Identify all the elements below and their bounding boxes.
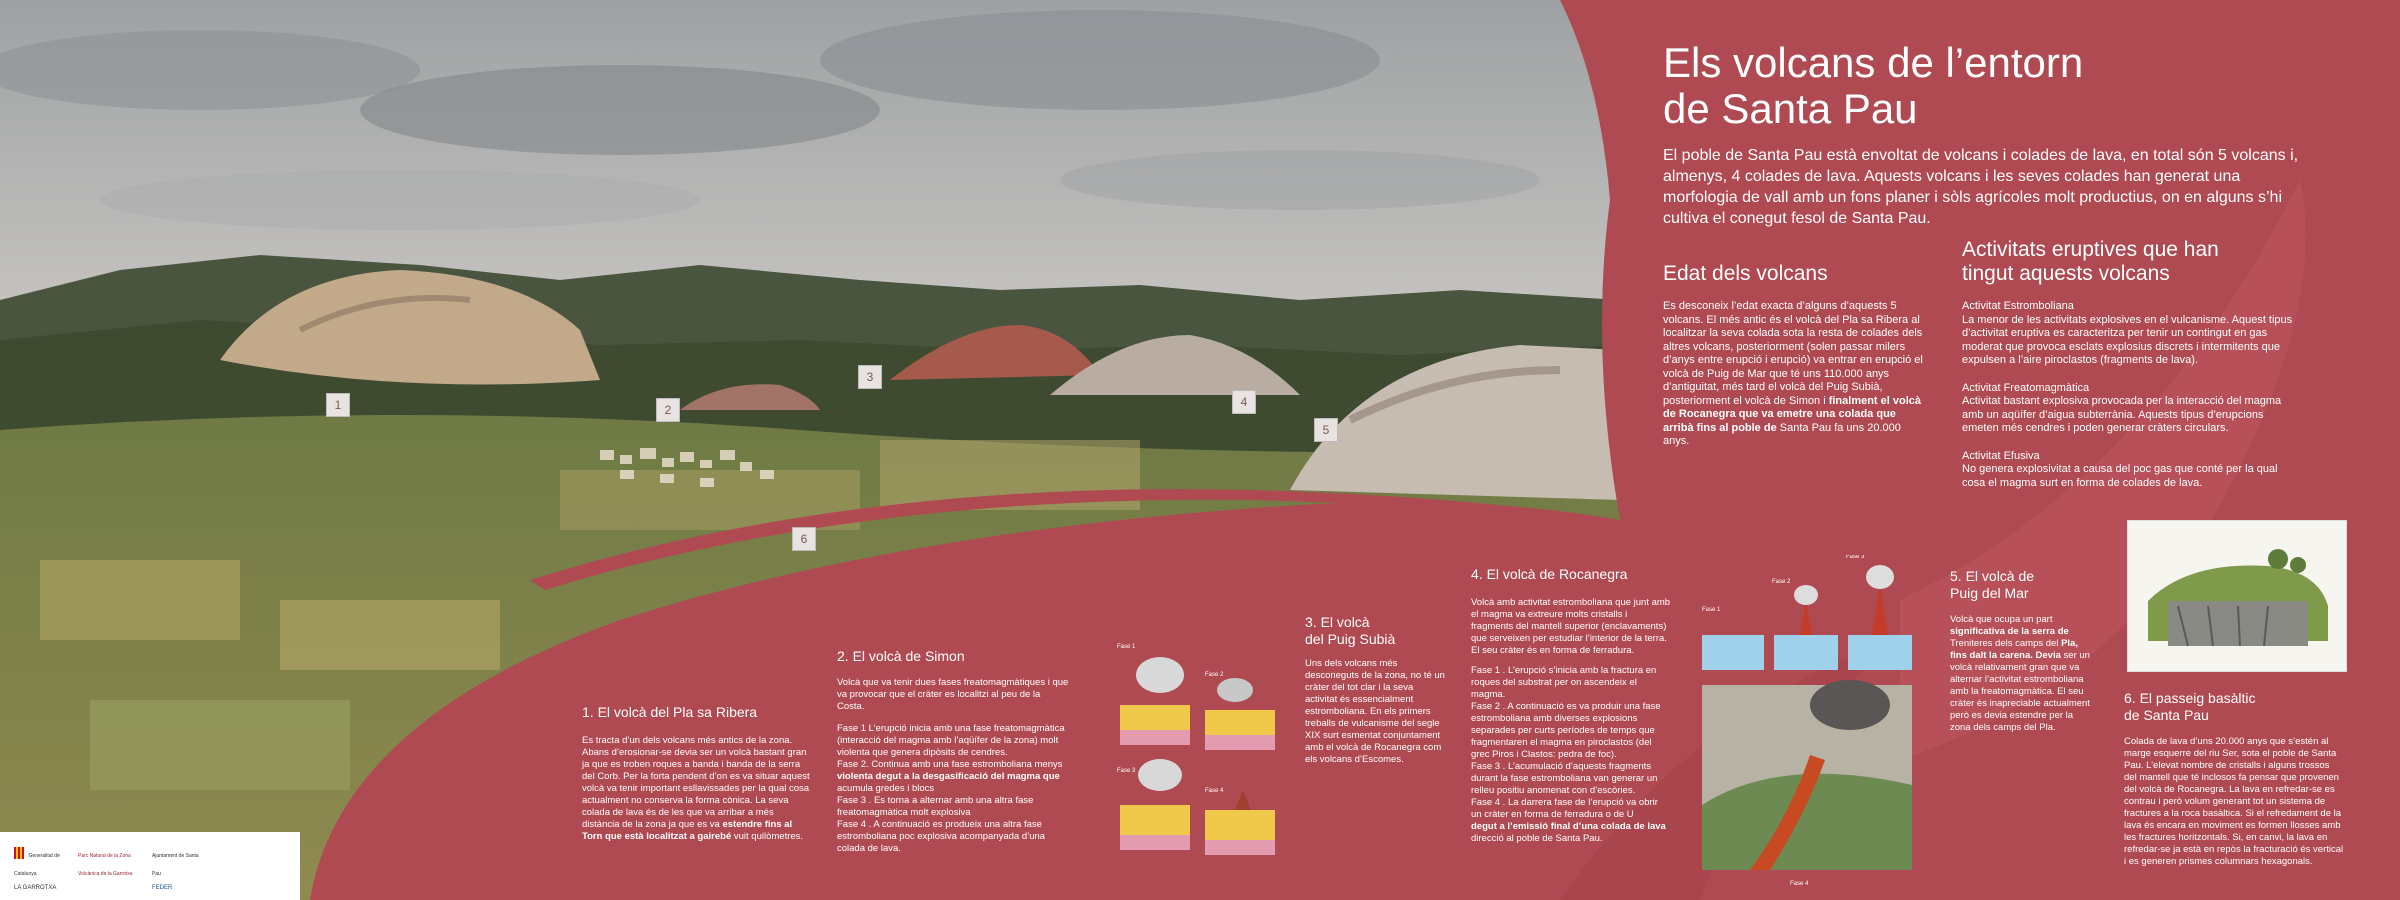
phase-text: Fase 2. Continua amb una fase estromboliana menys [837, 759, 1063, 770]
logo-parc-natural [78, 844, 148, 877]
section-4-phases [1471, 665, 1671, 845]
fig-label: Fase 2 [1205, 672, 1224, 678]
simon-phase-diagrams [1115, 640, 1285, 870]
phase-text: acumula gredes i blocs [837, 783, 935, 794]
fig-label: Fase 3 [1846, 555, 1865, 560]
rocanegra-phase-blocks [1702, 565, 1912, 670]
section-5-main: ser un volcà relativament gran que va alternar l’activitat estromboliana amb la freatomagmàtica. El seu cràter és inapreciable actualment però es devia estendre per la zona dels camps del Pla. [1950, 650, 2090, 733]
section-5-title-line-1: 5. El volcà de [1950, 568, 2035, 584]
edat-text-bold: finalment el volcà de Rocanegra que va emetre una colada que arribà fins al poble de [1663, 394, 1922, 434]
activitat-item [1962, 450, 2302, 491]
section-3-title-line-2: del Puig Subià [1305, 631, 1396, 647]
section-4-bold: degut a l’emissió final d’una colada de lava [1471, 821, 1666, 832]
activitat-text: La menor de les activitats explosives en el vulcanisme. Aquest tipus d’activitat eruptiva es caracteritza per tenir un contingut en gas moderat que provoca esclats explosius discrets i intermitents que expulsen a l’aire piroclastos (fragments de lava). [1962, 313, 2293, 366]
section-4 [1471, 566, 1671, 845]
section-4-text: Volcà amb activitat estromboliana que junt amb el magma va extreure molts cristalls i fragments del mantell superior (enclavaments) que serveixen per estudiar l’interior de la terra. El seu cràter és en forma de ferradura. [1471, 597, 1671, 656]
activitat-item [1962, 382, 2302, 436]
section-6-title-line-2: de Santa Pau [2124, 707, 2209, 723]
logo-text: FEDER [152, 885, 173, 891]
fig-label: Fase 1 [1117, 644, 1136, 650]
section-3 [1305, 614, 1445, 766]
section-5-title-line-2: Puig del Mar [1950, 585, 2029, 601]
marker-6: 6 [792, 527, 816, 551]
section-6 [2124, 690, 2344, 868]
section-5-mid: Treniteres dels camps del [1950, 638, 2059, 649]
marker-2: 2 [656, 398, 680, 422]
logo-text: Parc Natural de la Zona Volcànica de la Garrotxa [78, 853, 133, 877]
intro-text: El poble de Santa Pau està envoltat de volcans i colades de lava, en total són 5 volcans i, almenys, 4 colades de lava. Aquests volcans i les seves colades han generat una morfologia de vall amb un fons planer i sòls agrícoles molt productius, on en alguns s’hi cultiva el conegut fesol de Santa Pau. [1663, 147, 2299, 227]
marker-3: 3 [858, 365, 882, 389]
activitat-text: Activitat bastant explosiva provocada per la interacció del magma amb un aqüífer d’aigua subterrània. Aquests tipus d’erupcions emeten més cendres i poden generar cràters circulars. [1962, 395, 2282, 434]
phase-text: Fase 2 . A continuació es va produir una fase estromboliana amb diverses explosions separades per curts períodes de temps que fragmentaren el magma en piroclastos (del grec Piros i Clastos: pedra de foc). [1471, 701, 1661, 760]
marker-1: 1 [326, 393, 350, 417]
section-1-main: Es tracta d’un dels volcans més antics de la zona. Abans d’erosionar-se devia ser un volcà bastant gran ja que es troben roques a banda i banda de la serra del Corb. Per la forta pendent d’on es va situar aquest volcà va tenir important esllavissades per la qual cosa actualment no conserva la forma cònica. La seva colada de lava és de les que va arribar a més distància de la zona ja que es va [582, 735, 810, 830]
section-5-bold-1: significativa de la serra de [1950, 626, 2069, 637]
phase-text: Fase 3 . L’acumulació d’aquests fragments durant la fase estromboliana van generar un relleu positiu anomenat con d’escòries. [1471, 761, 1658, 796]
phase-text-bold: violenta degut a la desgasificació del magma que [837, 771, 1060, 782]
activitat-item [1962, 300, 2302, 368]
logo-text: Generalitat de Catalunya [14, 853, 60, 877]
activitats-title-line-2: tingut aquests volcans [1962, 262, 2170, 285]
section-3-title [1305, 614, 1445, 648]
logo-garrotxa [14, 876, 74, 891]
section-2-text: Volcà que va tenir dues fases freatomagmàtiques i que va provocar que el cràter es localitzi al peu de la Costa. [837, 677, 1069, 712]
section-6-title [2124, 690, 2344, 724]
page-title [1663, 40, 2223, 132]
section-5 [1950, 568, 2090, 734]
activitat-name: Activitat Efusiva [1962, 449, 2040, 462]
logo-text: Ajuntament de Santa Pau [152, 853, 199, 877]
section-edat [1663, 262, 1923, 449]
marker-5: 5 [1314, 418, 1338, 442]
marker-4: 4 [1232, 390, 1256, 414]
phase-text: Fase 4 . La darrera fase de l’erupció va obrir un cràter en forma de ferradura o de U [1471, 797, 1658, 820]
basalt-illustration [2127, 520, 2347, 672]
activitat-name: Activitat Estromboliana [1962, 300, 2074, 312]
phase-text: Fase 4 . A continuació es produeix una altra fase estromboliana poc explosiva acompanyada d’una colada de lava. [837, 819, 1046, 854]
section-1-text [582, 735, 812, 843]
section-4-end: direcció al poble de Santa Pau. [1471, 833, 1603, 844]
section-5-title [1950, 568, 2090, 602]
fig-label: Fase 1 [1702, 607, 1721, 613]
section-1-end: vuit quilòmetres. [733, 831, 804, 842]
section-1-title: 1. El volcà del Pla sa Ribera [582, 704, 758, 720]
activitats-title [1962, 238, 2302, 286]
section-3-title-line-1: 3. El volcà [1305, 614, 1370, 630]
edat-text-main: Es desconeix l’edat exacta d’alguns d’aquests 5 volcans. El més antic és el volcà del Pla sa Ribera al localitzar la seva colada sota la resta de colades dels altres volcans, posteriorment (solen passar milers d’anys entre erupció i erupció) va entrar en erupció el volcà de Puig de Mar que té uns 110.000 anys d’antiguitat, més tard el volcà del Puig Subià, posteriorment el volcà de Simon i [1663, 300, 1923, 407]
section-3-text: Uns dels volcans més desconeguts de la zona, no té un cràter del tot clar i la seva activitat és essencialment estromboliana. En els primers treballs de vulcanisme del segle XIX surt esmentat conjuntament amb el volcà de Rocanegra com els volcans d’Escomes. [1305, 658, 1445, 765]
phase-text: Fase 1 . L’erupció s’inicia amb la fractura en roques del substrat per on ascendeix el magma. [1471, 665, 1657, 700]
phase-block-1 [1120, 657, 1190, 745]
section-2-title: 2. El volcà de Simon [837, 648, 965, 664]
section-6-title-line-1: 6. El passeig basàltic [2124, 690, 2256, 706]
logo-generalitat [14, 844, 74, 877]
phase-text: Fase 3 . Es torna a alternar amb una altra fase freatomagmàtica molt explosiva [837, 795, 1034, 818]
section-5-text [1950, 614, 2090, 734]
logo-ajuntament [152, 844, 202, 877]
fig-label: Fase 2 [1772, 579, 1791, 585]
rocanegra-eruption-illustration [1702, 680, 1912, 870]
fig-label: Fase 3 [1117, 768, 1136, 774]
section-2 [837, 648, 1069, 855]
section-2-phases [837, 723, 1069, 855]
edat-title: Edat dels volcans [1663, 262, 1828, 285]
activitat-text: No genera explosivitat a causa del poc gas que conté per la qual cosa el magma surt en forma de colades de lava. [1962, 463, 2278, 489]
section-4-title: 4. El volcà de Rocanegra [1471, 566, 1628, 582]
edat-text-end: Santa Pau fa uns 20.000 anys. [1663, 421, 1901, 447]
rocanegra-diagrams [1700, 555, 1920, 895]
phase-block-4 [1205, 790, 1275, 855]
title-line-2: de Santa Pau [1663, 85, 1918, 132]
edat-text [1663, 300, 1923, 449]
title-line-1: Els volcans de l’entorn [1663, 39, 2084, 86]
section-activitats [1962, 238, 2302, 490]
section-5-bold-2: Pla, fins dalt la carena. Devia [1950, 638, 2078, 661]
phase-text: Fase 1 L’erupció inicia amb una fase freatomagmàtica (interacció del magma amb l’aqüífer de la zona) molt violenta que genera dipòsits de cendres. [837, 723, 1065, 758]
section-5-start: Volcà que ocupa un part [1950, 614, 2053, 625]
activitats-title-line-1: Activitats eruptives que han [1962, 238, 2219, 261]
fig-label: Fase 4 [1790, 881, 1809, 887]
section-6-text: Colada de lava d’uns 20.000 anys que s’estén al marge esquerre del riu Ser, sota el poble de Santa Pau. L’elevat nombre de cristalls i alguns trossos del mantell que té inclosos fa pensar que provenen del volcà de Rocanegra. La lava en refredar-se es contrau i però volum generant tot un sistema de fractures a la roca basàltica. Si el refredament de la lava és encara en moviment es formen llosses amb les fractures horitzontals. Si, en canvi, la lava en refredar-se ja està en repòs la fracturació és vertical i es generen prismes columnars hexagonals. [2124, 736, 2344, 867]
phase-block-2 [1205, 678, 1275, 750]
logos-strip [0, 832, 300, 900]
section-1-bold: estendre fins al Torn que està localitzat a gairebé [582, 819, 793, 842]
fig-label: Fase 4 [1205, 788, 1224, 794]
section-1 [582, 704, 812, 843]
logo-text: LA GARROTXA [14, 885, 57, 891]
logo-feder [152, 876, 192, 891]
activitat-name: Activitat Freatomagmàtica [1962, 381, 2090, 394]
